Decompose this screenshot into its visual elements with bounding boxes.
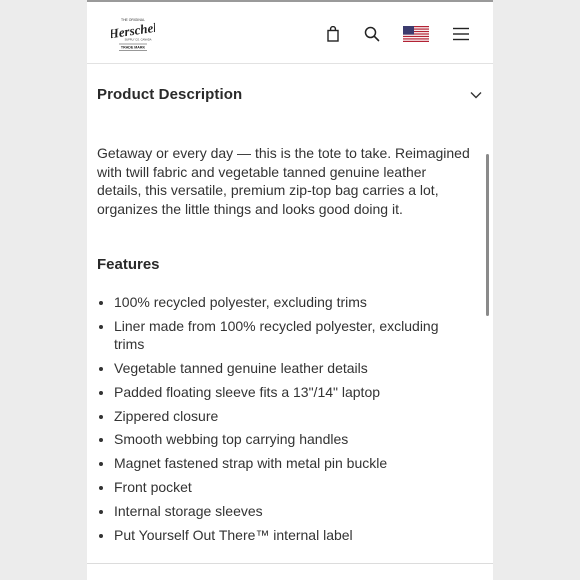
feature-item: Magnet fastened strap with metal pin buckle — [97, 454, 467, 473]
logo-top-text: THE ORIGINAL — [121, 18, 145, 22]
feature-item: Smooth webbing top carrying handles — [97, 430, 467, 449]
chevron-down-icon[interactable] — [469, 88, 483, 102]
logo-sub-text: SUPPLY CO. CANADA — [124, 38, 152, 42]
logo-brand-text: Herschel — [111, 19, 155, 42]
feature-item: Zippered closure — [97, 407, 467, 426]
feature-item: Put Yourself Out There™ internal label — [97, 526, 467, 545]
logo-trademark-text: TRADE MARK — [120, 45, 146, 50]
bag-icon[interactable] — [325, 24, 341, 44]
us-flag-icon[interactable] — [403, 26, 429, 42]
search-icon[interactable] — [363, 24, 381, 44]
product-description-text: Getaway or every day — this is the tote to take. Reimagined with twill fabric and vegetable tanned genuine leather details, this versatile, premium zip-top bag carries a lot, organizes the little things and looks good doing it. — [97, 145, 470, 217]
mobile-page — [87, 0, 493, 580]
feature-item: Liner made from 100% recycled polyester, excluding trims — [97, 317, 467, 354]
menu-icon[interactable] — [451, 24, 471, 44]
section-title: Product Description — [97, 86, 243, 103]
site-header — [87, 2, 493, 64]
feature-item: Vegetable tanned genuine leather details — [97, 359, 467, 378]
herschel-logo[interactable] — [111, 15, 155, 53]
feature-item: 100% recycled polyester, excluding trims — [97, 293, 467, 312]
features-list — [97, 293, 467, 549]
features-title: Features — [97, 256, 160, 273]
feature-item: Padded floating sleeve fits a 13"/14" laptop — [97, 383, 467, 402]
product-description-toggle[interactable] — [87, 70, 493, 120]
feature-item: Front pocket — [97, 478, 467, 497]
bottom-divider — [87, 563, 493, 564]
feature-item: Internal storage sleeves — [97, 502, 467, 521]
scrollbar[interactable] — [486, 154, 489, 316]
